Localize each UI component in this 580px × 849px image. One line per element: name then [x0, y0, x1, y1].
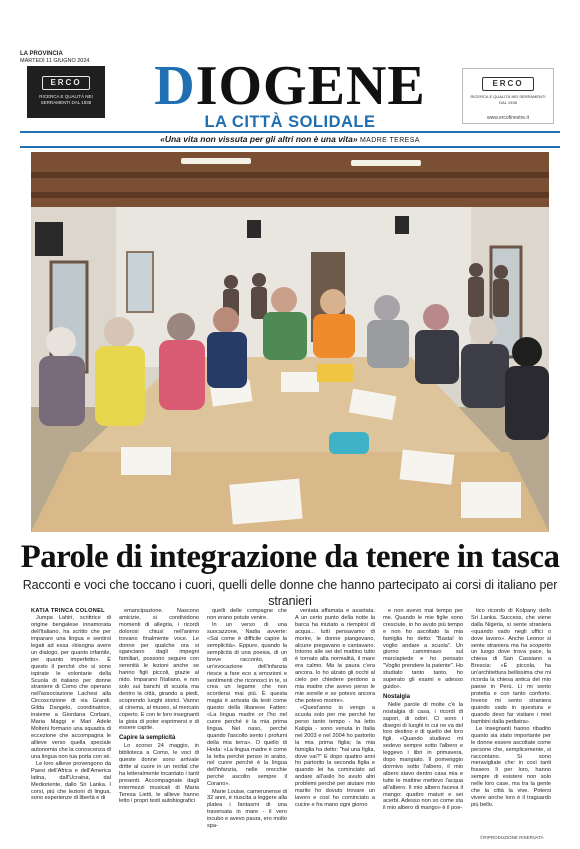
article-byline: KATIA TRINCA COLONEL: [31, 608, 105, 614]
paragraph: «Quest'anno io vengo a scuola solo per me perché ho perso tanto tempo - ha letto Katigia - sono venuta in Italia nel 2003 e nel 2004 ho partorito la mia prima figlia; la mia famiglia ha detto: "hai una figlia, dove vai?" E dopo quattro anni ho partorito la seconda figlia e quando lei ha cominciato ad andare all'asilo ho avuto altri problemi perché per aiutare mio marito ho dovuto trovare un lavoro e così ho cominciato a cucire e fra mano ogni giorno: [295, 705, 375, 808]
sponsor-tagline-right: RICERCA E QUALITÀ NEI SERRAMENTI DAL 1938: [470, 94, 546, 105]
section-subtitle: LA CITTÀ SOLIDALE: [204, 113, 376, 131]
paragraph: Le insegnanti hanno ribadito quanto sia stato importante per le donne essere ascoltate come persone che, semplicemente, si raccontano. Si sono meravigliate che: in così tanti fossero lì per loro, hanno sempre di esistere non solo nelle loro case, ma tra la gente che la città la vive. Potersi vivere anche loro è il traguardo più bello.: [471, 725, 551, 808]
paragraph: tico ricordo di Kolpany dello Sri Lanka. Success, che viene dalla Nigeria, si sente straniera «quando vado negli uffici o dove lavoro». Anche Leonor si sente straniera ma ha scoperto un luogo dove trova pace, la chiesa di San Cassiano a Brescia: «È piccola, ha un'architettura bellissima che mi ricorda la chiesa antica del mio paese in Perù. Lì mi sento protetta e con tanto conforto. Invece mi sento straniera quando vado in questura e quando devo far visitare i miei bambini dalla pediatra».: [471, 608, 551, 725]
article-deck: Racconti e voci che toccano i cuori, quelli delle donne che hanno partecipato ai corsi di italiano per stranieri: [22, 578, 558, 608]
paragraph: ventata affamata e assetata. A un certo punto della notte la barca ha iniziato a riempirsi di acqua... tutti pensavamo di morire, le donne piangevano, alcune pregavano e cantavano. Intorno alle sei del mattino tutto è tornato alla normalità, il mare era calmo. Ma la paura c'era ancora. Io ho alzato gli occhi al cielo per chiedere perdono a mia madre che avevo perso le mie sorelle e se potevo ancora che potevo morire».: [295, 608, 375, 704]
paragraph: e non avevo mai tempo per me. Quando le mie figlie sono cresciute, io ho avuto più tempo e non ho ascoltato la mia famiglia ho detto: "Basta! Io voglio andare a scuola". Un giorno camminavo sul marciapiede e ho pensato "Voglio prendere la patente". Ho studiato tanto tanto, ho superato gli esami e adesso guido».: [383, 608, 463, 690]
wood-ceiling: [31, 152, 549, 207]
article-body: [31, 608, 551, 838]
article-column-3: [207, 608, 287, 838]
copyright-credit: ©RIPRODUZIONE RISERVATA: [480, 835, 544, 840]
paragraph: Marie Louise, camerunense di 32 anni, è riuscita a leggere alla platea i fantasmi di una traversata in mare - il vero incubo e avevo paura, ero molto spa-: [207, 788, 287, 830]
subheading: Nostalgia: [383, 693, 411, 700]
sponsor-logo-left: ERCO: [42, 76, 90, 90]
article-column-2: [119, 608, 199, 838]
article-column-4: [295, 608, 375, 838]
article-column-1: [31, 608, 111, 838]
paragraph: Jumpa Lahiri, scrittrice di origine bengalese innamorata dell'italiano, ha scritto che per imparare una lingua e sentirsi legati ad essa «bisogna avere un dialogo, per quanto infantile, per quanto imperfetto». È questo il perché che si sono ispirate le volontarie della Scuola di italiano per donne straniere di Como che operano nell'associazione Lachesi alla Circoscrizione di via Grandi. Gilda Dangelo, coordinatrice, insieme a Giordana Corbani, Maria Maggi e Mari Adele Molteni formano una squadra di eccezione che accompagna le allieve verso quella speciale autonomia che la conoscenza di una lingua non tua porta con sé.: [31, 615, 111, 760]
quote-rule-bottom: [20, 146, 560, 148]
subheading: Capire la semplicità: [119, 735, 176, 742]
masthead-meta: [20, 51, 90, 65]
paragraph: quelli delle compagne che non erano potute venire.: [207, 608, 287, 621]
epigraph-author: MADRE TERESA: [359, 137, 420, 144]
article-column-5: [383, 608, 463, 838]
paragraph: In un verso di una suocazzone, Nadia avverte: «Sai come è difficile capire la semplicità». Eppure, quando la semplicità di una poesia, di un breve racconto, di un'evocazione dell'infanzia riesce a fare eco a emozioni e sentimenti che riconosci in te, si crea un legame che non scorderai mai più. È questa magia è arrivata da testi come questo della libanese Fatten: «La lingua madre or l'ho nel cuore perché è la mia prima lingua. Nel naso, perché quando l'ascolto sento i profumi della mia terra». O quello di Hoda: «La lingua madre è come la tetta perché penso in arabo, nel cuore perché è la lingua dell'infanzia, nelle orecchie perché ascolto sempre il Corano».: [207, 622, 287, 788]
section-title: [122, 55, 458, 117]
issue-date: MARTEDÌ 11 GIUGNO 2024: [20, 58, 90, 64]
epigraph-text: «Una vita non vissuta per gli altri non è una vita»: [160, 134, 358, 144]
article-column-6: [471, 608, 551, 838]
section-title-initial: D: [154, 55, 196, 117]
blue-pencil-case: [329, 432, 369, 454]
paragraph: emancipazione. Nascono amicizie, si condividono momenti di allegria, i ricordi dolorosi chiusi nell'animo trovano finalmente voce. Le donne per qualche ora si sganciano dagli impegni familiari, possono seguire con serenità le lezioni anche se hanno figli piccoli, grazie al nido. Imparano l'italiano, e non solo sui banchi di scuola ma dentro la città, girando a piedi, scoprendo luoghi storici. Vanno al cinema, al museo, al mercato coperto. E con le loro insegnanti la gioia di poter esprimersi e di essere capite.: [119, 608, 199, 732]
publication-name: LA PROVINCIA: [20, 51, 63, 57]
paragraph: Le loro allieve provengono da Paesi dell'Africa e dell'America latina, dall'Ucraina, dal Medioriente, dallo Sri Lanka. I corsi, più che lezioni di lingua, sono esperienze di libertà e di: [31, 760, 111, 802]
paragraph: Nelle parole di molte c'è la nostalgia di casa, i ricordi di sapori, di odori. Ci sono i disegni di luoghi in cui ne va del loro destino e di quello dei loro figli. «Quando studiavo mi sedevo sempre sotto l'albero e leggevo i libri in primavera, dopo mangiato. Il pomeriggio dormivo sotto l'albero, il mio albero stavo dentro casa mia e tutte le mattine mettevo l'acqua all'albero. Il mio albero faceva il mango: quattro maturi e sei acerbi. Adesso non so come sta il mio albero di mango» è il poe-: [383, 701, 463, 812]
article-headline: Parole di integrazione da tenere in tasca: [20, 539, 560, 575]
epigraph: [20, 134, 560, 144]
sponsor-tagline-left: RICERCA E QUALITÀ NEI SERRAMENTI DAL 1938: [39, 94, 93, 105]
sponsor-logo-right: ERCO: [482, 77, 534, 91]
yellow-box: [317, 364, 353, 382]
quote-rule-top: [20, 131, 560, 133]
sponsor-url[interactable]: www.ercofinestre.it: [487, 115, 529, 121]
sponsor-ad-left[interactable]: [27, 66, 105, 118]
article-photo: [31, 152, 549, 532]
classroom-photo-illustration: [31, 152, 549, 532]
section-title-rest: IOGENE: [195, 55, 426, 117]
sponsor-ad-right[interactable]: [462, 68, 554, 124]
paragraph: Lo scorso 24 maggio, in biblioteca a Como, le voci di queste donne sono arrivate dritte al cuore in un recital che ha letteralmente incantato i tanti presenti. Accompagnate dagli intermezzi musicali di Maria Teresa Lietti, le allieve hanno letto i propri testi autobiografici: [119, 743, 199, 805]
